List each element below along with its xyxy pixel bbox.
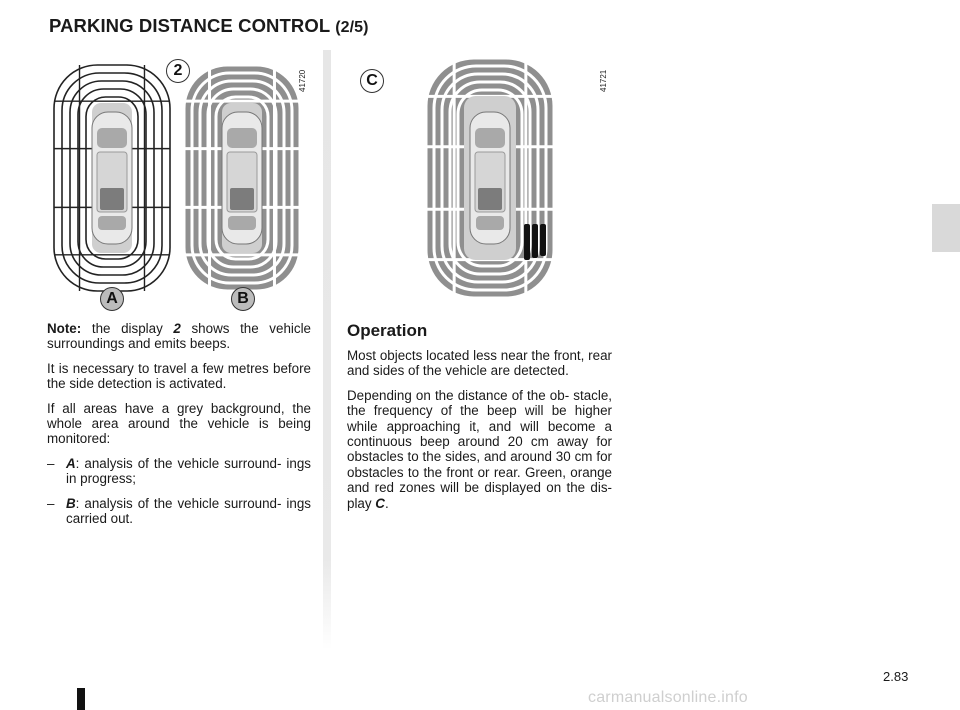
page-number: 2.83 — [883, 669, 909, 684]
parking-sensor-diagram-right — [355, 54, 620, 316]
car-icon — [92, 112, 132, 244]
list-item — [47, 496, 311, 527]
list-dash: – — [47, 495, 55, 511]
list-item — [47, 456, 311, 487]
figure-code: 41721 — [599, 69, 608, 92]
watermark: carmanualsonline.info — [588, 689, 748, 706]
page-title — [49, 15, 369, 37]
list-key: B — [66, 495, 76, 511]
left-column — [47, 321, 311, 535]
note-paragraph — [47, 321, 311, 352]
figure-display-c — [355, 54, 620, 316]
callout-b: B — [231, 287, 255, 311]
right-column — [347, 321, 612, 520]
operation-text: Depending on the distance of the ob- stacle, the frequency of the beep will be higher while approaching it, and will become a continuous beep around 20 cm away for obstacles to the sides, and around 30 cm for obstacles to the front or rear. Green, orange and red zones will be displayed on the dis- play — [347, 387, 612, 511]
note-label: Note: — [47, 321, 82, 336]
car-icon — [470, 112, 510, 244]
column-divider — [323, 50, 331, 650]
travel-paragraph: It is necessary to travel a few metres before the side detection is activated. — [47, 360, 311, 392]
section-tab — [932, 204, 960, 252]
active-zone-rear-right — [524, 224, 546, 260]
callout-2: 2 — [166, 59, 190, 83]
figure-code: 41720 — [298, 69, 307, 92]
page-title-part: (2/5) — [335, 19, 369, 36]
corner-mark — [77, 688, 85, 710]
callout-a: A — [100, 287, 124, 311]
list-dash: – — [47, 455, 55, 471]
note-text: shows the vehicle surroundings and emits beeps. — [47, 321, 311, 352]
operation-text-end: . — [384, 495, 389, 511]
operation-heading: Operation — [347, 321, 428, 340]
operation-paragraph-1: Most objects located less near the front, rear and sides of the vehicle are detected. — [347, 348, 612, 379]
list-key: A — [66, 455, 76, 471]
note-text: the display — [81, 321, 174, 336]
operation-paragraph-2 — [347, 388, 612, 511]
list-text: : analysis of the vehicle surround- ings in progress; — [66, 455, 311, 487]
car-icon — [222, 112, 262, 244]
callout-c: C — [360, 69, 384, 93]
list-text: : analysis of the vehicle surround- ings carried out. — [66, 495, 311, 527]
figure-display-a-b — [46, 54, 316, 316]
note-ref: 2 — [173, 321, 181, 336]
parking-sensor-diagram-left — [46, 54, 316, 316]
page-title-text: PARKING DISTANCE CONTROL — [49, 15, 330, 36]
display-ref: C — [375, 495, 385, 511]
grey-background-paragraph: If all areas have a grey background, the whole area around the vehicle is being monitored: — [47, 400, 311, 447]
